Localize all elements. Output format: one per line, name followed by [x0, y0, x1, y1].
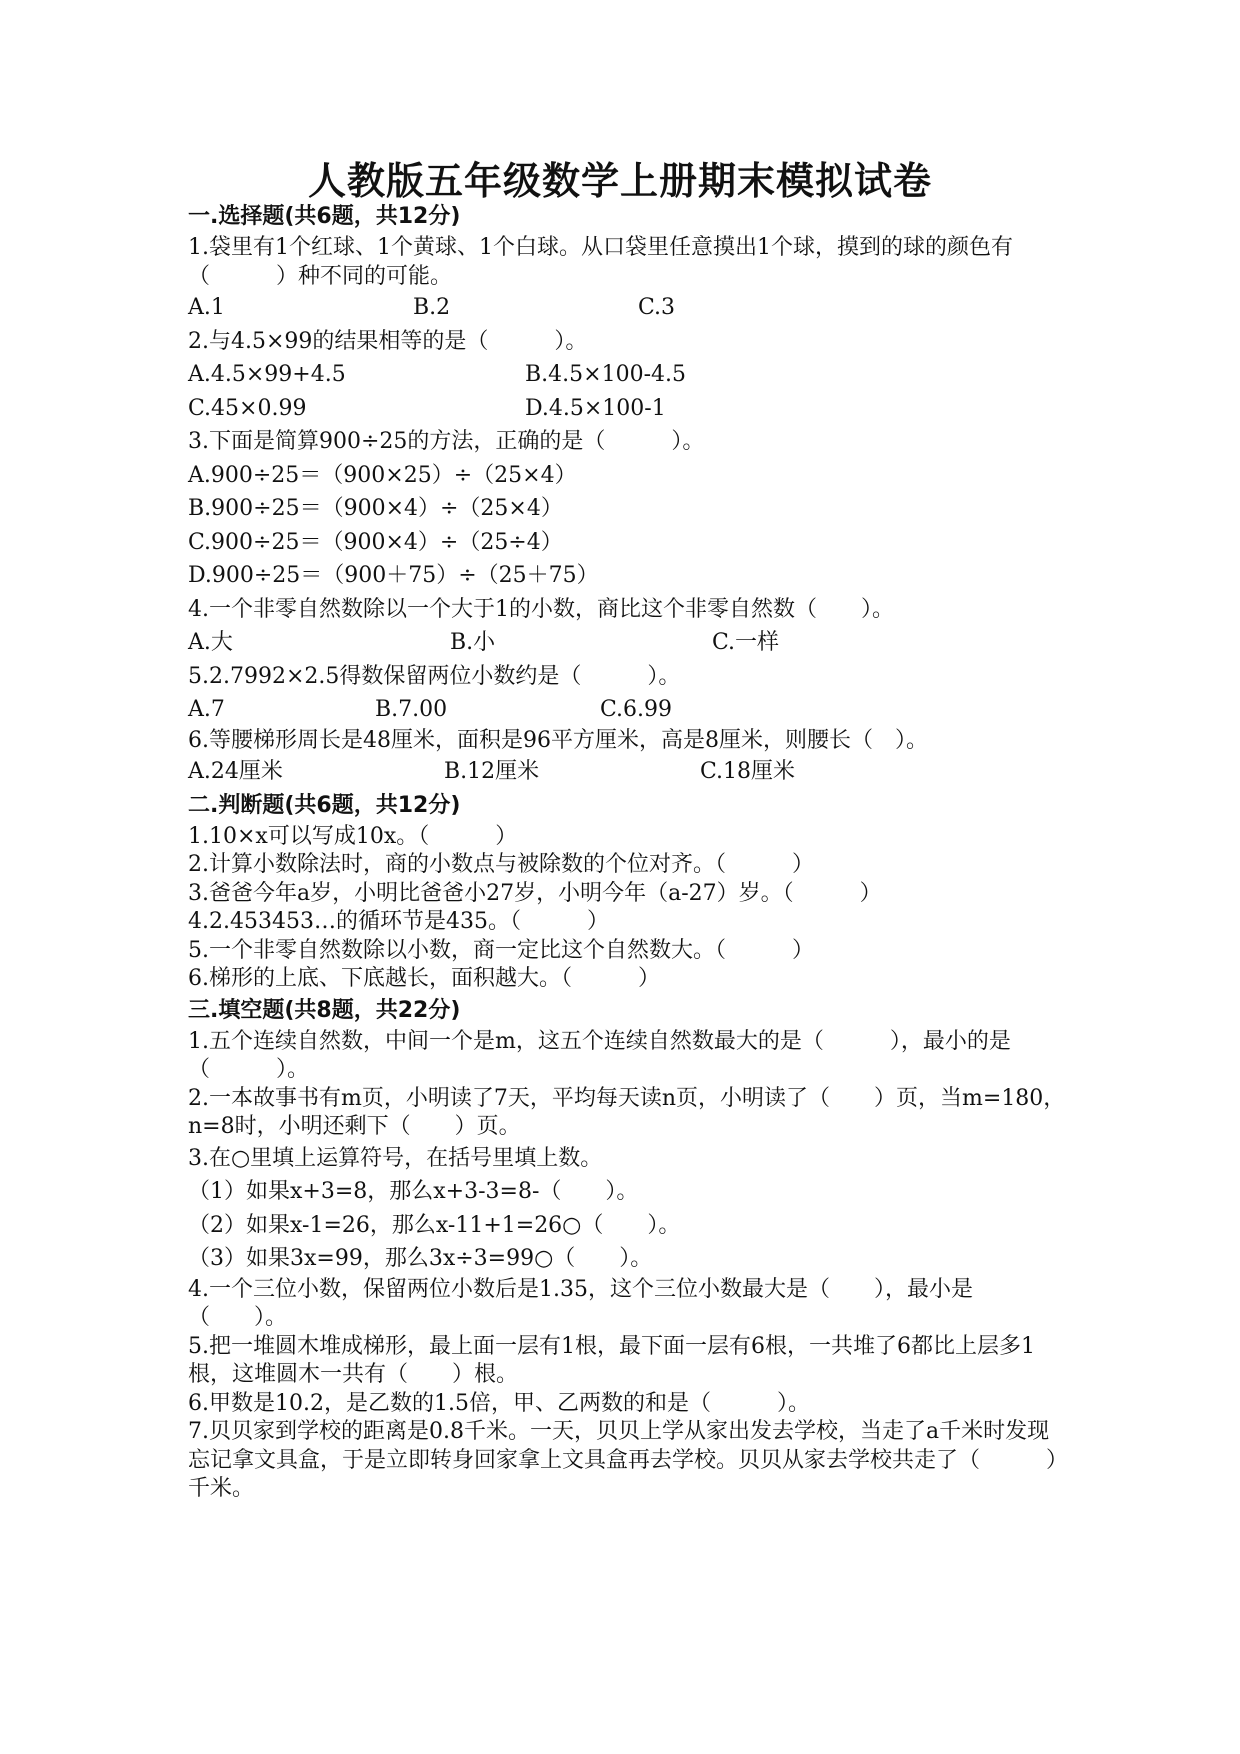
- option: B.12厘米: [444, 759, 540, 784]
- option: A.大: [188, 630, 233, 655]
- option-row: [188, 392, 1068, 426]
- option: A.1: [188, 295, 225, 320]
- judge-item: 6.梯形的上底、下底越长，面积越大。（ ）: [188, 966, 660, 991]
- option-row: [188, 693, 1068, 727]
- option: B.7.00: [375, 697, 448, 722]
- option: A.7: [188, 697, 225, 722]
- option-row: [188, 358, 1068, 392]
- option-row: [188, 291, 1068, 325]
- page-title: 人教版五年级数学上册期末模拟试卷: [307, 159, 932, 203]
- option: B.4.5×100-4.5: [525, 362, 686, 387]
- question-text: 4.一个非零自然数除以一个大于1的小数，商比这个非零自然数（ ）。: [188, 596, 894, 622]
- option: A.900÷25＝（900×25）÷（25×4）: [188, 462, 577, 488]
- question-text: 1.五个连续自然数，中间一个是m，这五个连续自然数最大的是（ ），最小的是（ ）。: [188, 1028, 1011, 1082]
- question-text: 6.甲数是10.2，是乙数的1.5倍，甲、乙两数的和是（ ）。: [188, 1390, 810, 1416]
- option: C.45×0.99: [188, 395, 307, 421]
- section-heading-choice: 一.选择题(共6题，共12分): [188, 204, 461, 229]
- question-text: 2.一本故事书有m页，小明读了7天，平均每天读n页，小明读了（ ）页，当m=180，n=8时，小明还剩下（ ）页。: [188, 1085, 1066, 1139]
- option: C.6.99: [600, 697, 673, 722]
- question-text: 2.与4.5×99的结果相等的是（ ）。: [188, 328, 588, 354]
- judge-item: 3.爸爸今年a岁，小明比爸爸小27岁，小明今年（a-27）岁。（ ）: [188, 880, 882, 906]
- option: B.900÷25＝（900×4）÷（25×4）: [188, 496, 563, 521]
- question-text: 7.贝贝家到学校的距离是0.8千米。一天，贝贝上学从家出发去学校，当走了a千米时发现忘记拿文具盒，于是立即转身回家拿上文具盒再去学校。贝贝从家去学校共走了（ ）千米。: [188, 1419, 1069, 1501]
- exam-content: [188, 200, 1068, 1504]
- question-text: 1.袋里有1个红球、1个黄球、1个白球。从口袋里任意摸出1个球，摸到的球的颜色有（ ）种不同的可能。: [188, 235, 1013, 289]
- option: B.2: [413, 295, 451, 320]
- judge-item: 4.2.453453…的循环节是435。（ ）: [188, 909, 609, 934]
- option: D.4.5×100-1: [525, 395, 666, 421]
- option: A.24厘米: [188, 759, 283, 784]
- option: A.4.5×99+4.5: [188, 362, 346, 387]
- option-row: [188, 626, 1068, 660]
- judge-item: 2.计算小数除法时，商的小数点与被除数的个位对齐。（ ）: [188, 852, 814, 877]
- question-text: 3.下面是简算900÷25的方法，正确的是（ ）。: [188, 429, 705, 454]
- judge-item: 1.10×x可以写成10x。（ ）: [188, 823, 518, 849]
- option-row: [188, 755, 1068, 789]
- option: C.一样: [712, 630, 780, 655]
- option: B.小: [450, 630, 496, 655]
- question-text: 3.在○里填上运算符号，在括号里填上数。: [188, 1145, 603, 1171]
- question-text: 6.等腰梯形周长是48厘米，面积是96平方厘米，高是8厘米，则腰长（ ）。: [188, 727, 928, 753]
- sub-question: （1）如果x+3=8，那么x+3-3=8-（ ）。: [188, 1179, 639, 1204]
- option: D.900÷25＝（900＋75）÷（25＋75）: [188, 563, 599, 588]
- sub-question: （3）如果3x=99，那么3x÷3=99○（ ）。: [188, 1246, 653, 1271]
- sub-question: （2）如果x-1=26，那么x-11+1=26○（ ）。: [188, 1212, 681, 1238]
- option: C.900÷25＝（900×4）÷（25÷4）: [188, 529, 563, 555]
- question-text: 4.一个三位小数，保留两位小数后是1.35，这个三位小数最大是（ ），最小是（ ）。: [188, 1276, 973, 1330]
- option: C.18厘米: [700, 759, 796, 784]
- judge-item: 5.一个非零自然数除以小数，商一定比这个自然数大。（ ）: [188, 937, 814, 963]
- option: C.3: [638, 295, 676, 320]
- question-text: 5.把一堆圆木堆成梯形，最上面一层有1根，最下面一层有6根，一共堆了6都比上层多1根，这堆圆木一共有（ ）根。: [188, 1333, 1035, 1387]
- section-heading-judge: 二.判断题(共6题，共12分): [188, 792, 461, 818]
- section-heading-fill: 三.填空题(共8题，共22分): [188, 997, 461, 1023]
- question-text: 5.2.7992×2.5得数保留两位小数约是（ ）。: [188, 663, 681, 689]
